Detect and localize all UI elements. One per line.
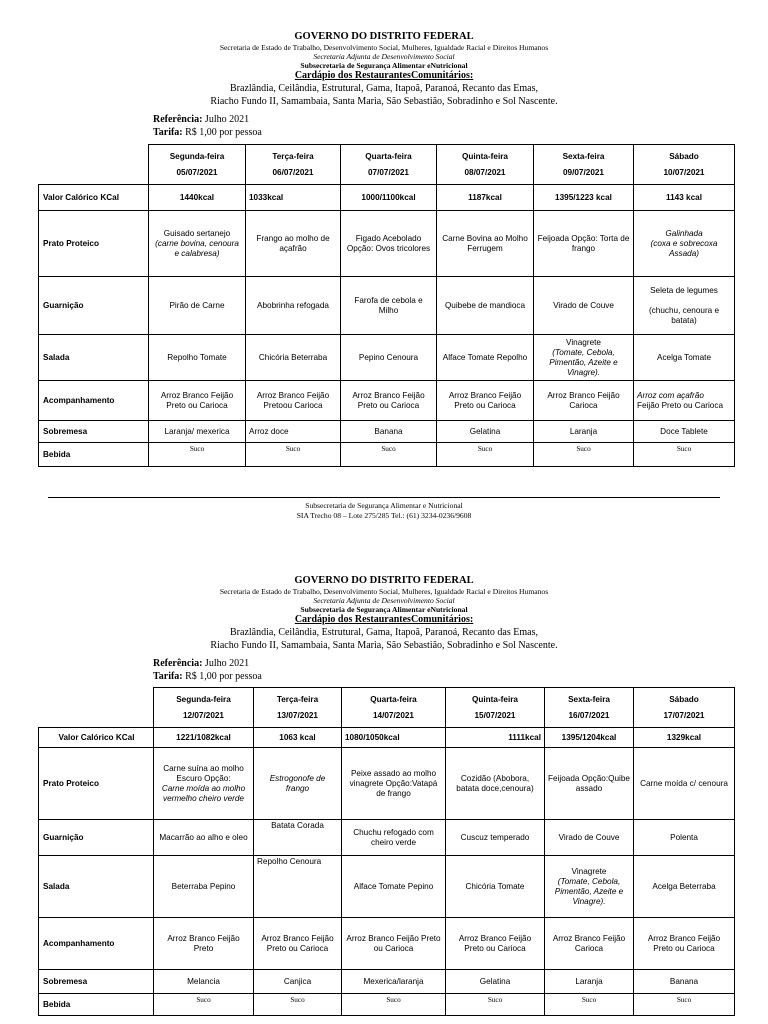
secretaria-line: Secretaria de Estado de Trabalho, Desenvolvimento Social, Mulheres, Igualdade Racial e Direitos Humanos <box>219 43 549 52</box>
guarnicao-cell: Quibebe de mandioca <box>437 277 534 335</box>
gov-title: GOVERNO DO DISTRITO FEDERAL <box>294 575 474 586</box>
kcal-cell: 1187kcal <box>437 185 534 211</box>
kcal-cell: 1063 kcal <box>254 728 342 748</box>
bebida-cell: Suco <box>634 994 735 1016</box>
menu-table-week1 <box>38 144 735 467</box>
guarnicao-cell: Virado de Couve <box>545 820 634 856</box>
day-header-sat: Sábado 17/07/2021 <box>634 688 735 728</box>
guarnicao-cell: Cuscuz temperado <box>446 820 545 856</box>
prato-cell: Frango ao molho de açafrão <box>246 211 341 277</box>
tarifa-label: Tarifa: <box>153 671 183 682</box>
row-label-guarnicao: Guarnição <box>39 277 149 335</box>
sobremesa-cell: Laranja/ mexerica <box>149 421 246 443</box>
kcal-cell: 1329kcal <box>634 728 735 748</box>
salada-cell: Pepino Cenoura <box>341 335 437 381</box>
footer <box>0 501 768 521</box>
row-label-acomp: Acompanhamento <box>39 918 154 970</box>
bebida-cell: Suco <box>534 443 634 467</box>
table-row <box>39 748 735 820</box>
table-row <box>39 381 735 421</box>
table-row <box>39 820 735 856</box>
sobremesa-cell: Melancia <box>154 970 254 994</box>
prato-cell: Carne Bovina ao Molho Ferrugem <box>437 211 534 277</box>
acomp-cell: Arroz Branco Feijão Preto ou Carioca <box>342 918 446 970</box>
acomp-cell: Arroz Branco Feijão Preto ou Carioca <box>634 918 735 970</box>
sobremesa-cell: Laranja <box>534 421 634 443</box>
acomp-cell: Arroz Branco Feijão Preto ou Carioca <box>446 918 545 970</box>
tarifa-week2 <box>153 671 262 683</box>
tarifa-value: R$ 1,00 por pessoa <box>182 127 262 138</box>
salada-cell: Beterraba Pepino <box>154 856 254 918</box>
cities-line-2: Riacho Fundo II, Samambaia, Santa Maria, São Sebastião, Sobradinho e Sol Nascente. <box>210 640 558 651</box>
prato-cell: Galinhada (coxa e sobrecoxa Assada) <box>634 211 735 277</box>
menu-header-week1 <box>0 31 768 108</box>
cities-line-1: Brazlândia, Ceilândia, Estrutural, Gama, Itapoã, Paranoá, Recanto das Emas, <box>230 83 538 94</box>
footer-line-2: SIA Trecho 08 – Lote 275/285 Tel.: (61) 3234-0236/9608 <box>296 511 472 520</box>
row-label-salada: Salada <box>39 335 149 381</box>
day-header-mon: Segunda-feira 12/07/2021 <box>154 688 254 728</box>
guarnicao-cell: Polenta <box>634 820 735 856</box>
table-row <box>39 970 735 994</box>
guarnicao-cell: Virado de Couve <box>534 277 634 335</box>
referencia-week2 <box>153 658 249 670</box>
acomp-cell: Arroz Branco Feijão Preto <box>154 918 254 970</box>
guarnicao-cell: Abobrinha refogada <box>246 277 341 335</box>
kcal-cell: 1033kcal <box>246 185 341 211</box>
acomp-cell: Arroz Branco Feijão Preto ou Carioca <box>437 381 534 421</box>
kcal-cell: 1395/1223 kcal <box>534 185 634 211</box>
secretaria-line: Secretaria de Estado de Trabalho, Desenvolvimento Social, Mulheres, Igualdade Racial e Direitos Humanos <box>219 587 549 596</box>
prato-cell: Feijoada Opção: Torta de frango <box>534 211 634 277</box>
subsecretaria-line: Subsecretaria de Segurança Alimentar eNutricional <box>300 605 468 614</box>
cardapio-title: Cardápio dos RestaurantesComunitários: <box>294 70 474 81</box>
guarnicao-cell: Chuchu refogado com cheiro verde <box>342 820 446 856</box>
day-header-thu: Quinta-feira 15/07/2021 <box>446 688 545 728</box>
table-row <box>39 443 735 467</box>
row-label-prato: Prato Proteico <box>39 748 154 820</box>
prato-cell: Estrogonofe de frango <box>254 748 342 820</box>
bebida-cell: Suco <box>254 994 342 1016</box>
row-label-prato: Prato Proteico <box>39 211 149 277</box>
referencia-week1 <box>153 114 249 126</box>
prato-cell: Carne suína ao molho Escuro Opção: Carne moída ao molho vermelho cheiro verde <box>154 748 254 820</box>
tarifa-value: R$ 1,00 por pessoa <box>182 671 262 682</box>
table-row <box>39 856 735 918</box>
prato-cell: Feijoada Opção:Quibe assado <box>545 748 634 820</box>
tarifa-label: Tarifa: <box>153 127 183 138</box>
bebida-cell: Suco <box>149 443 246 467</box>
table-row <box>39 185 735 211</box>
guarnicao-cell: Batata Corada <box>254 820 342 856</box>
menu-table-week2 <box>38 687 735 1016</box>
bebida-cell: Suco <box>341 443 437 467</box>
salada-cell: Chicória Tomate <box>446 856 545 918</box>
kcal-cell: 1440kcal <box>149 185 246 211</box>
referencia-label: Referência: <box>153 114 203 125</box>
kcal-cell: 1221/1082kcal <box>154 728 254 748</box>
sobremesa-cell: Laranja <box>545 970 634 994</box>
bebida-cell: Suco <box>342 994 446 1016</box>
salada-cell: Vinagrete (Tomate, Cebola, Pimentão, Azeite e Vinagre). <box>545 856 634 918</box>
table-row <box>39 277 735 335</box>
bebida-cell: Suco <box>545 994 634 1016</box>
day-header-wed: Quarta-feira 07/07/2021 <box>341 145 437 185</box>
acomp-cell: Arroz Branco Feijão Carioca <box>534 381 634 421</box>
day-header-wed: Quarta-feira 14/07/2021 <box>342 688 446 728</box>
row-label-bebida: Bebida <box>39 443 149 467</box>
table-row <box>39 994 735 1016</box>
salada-cell: Alface Tomate Repolho <box>437 335 534 381</box>
sobremesa-cell: Gelatina <box>446 970 545 994</box>
sobremesa-cell: Mexerica/laranja <box>342 970 446 994</box>
salada-cell: Alface Tomate Pepino <box>342 856 446 918</box>
guarnicao-cell: Macarrão ao alho e oleo <box>154 820 254 856</box>
day-header-tue: Terça-feira 13/07/2021 <box>254 688 342 728</box>
table-row <box>39 335 735 381</box>
guarnicao-cell: Pirão de Carne <box>149 277 246 335</box>
kcal-cell: 1000/1100kcal <box>341 185 437 211</box>
prato-cell: Figado Acebolado Opção: Ovos tricolores <box>341 211 437 277</box>
subsecretaria-line: Subsecretaria de Segurança Alimentar eNutricional <box>300 61 468 70</box>
cities-line-2: Riacho Fundo II, Samambaia, Santa Maria, São Sebastião, Sobradinho e Sol Nascente. <box>210 96 558 107</box>
salada-cell: Acelga Beterraba <box>634 856 735 918</box>
adjunta-line: Secretaria Adjunta de Desenvolvimento Social <box>313 596 455 605</box>
salada-cell: Repolho Tomate <box>149 335 246 381</box>
salada-cell: Vinagrete (Tomate, Cebola, Pimentão, Azeite e Vinagre). <box>534 335 634 381</box>
kcal-cell: 1080/1050kcal <box>342 728 446 748</box>
referencia-value: Julho 2021 <box>202 658 250 669</box>
acomp-cell: Arroz Branco Feijão Pretoou Carioca <box>246 381 341 421</box>
row-label-acomp: Acompanhamento <box>39 381 149 421</box>
salada-cell: Repolho Cenoura <box>254 856 342 918</box>
table-row <box>39 145 735 185</box>
acomp-cell: Arroz Branco Feijão Carioca <box>545 918 634 970</box>
bebida-cell: Suco <box>437 443 534 467</box>
salada-cell: Chicória Beterraba <box>246 335 341 381</box>
table-row <box>39 421 735 443</box>
bebida-cell: Suco <box>446 994 545 1016</box>
day-header-tue: Terça-feira 06/07/2021 <box>246 145 341 185</box>
sobremesa-cell: Arroz doce <box>246 421 341 443</box>
acomp-cell: Arroz Branco Feijão Preto ou Carioca <box>254 918 342 970</box>
guarnicao-cell: Farofa de cebola e Milho <box>341 277 437 335</box>
guarnicao-cell: Seleta de legumes (chuchu, cenoura e batata) <box>634 277 735 335</box>
row-label-guarnicao: Guarnição <box>39 820 154 856</box>
row-label-sobremesa: Sobremesa <box>39 970 154 994</box>
row-label-valor: Valor Calórico KCal <box>39 728 154 748</box>
kcal-cell: 1143 kcal <box>634 185 735 211</box>
referencia-value: Julho 2021 <box>202 114 250 125</box>
day-header-fri: Sexta-feira 16/07/2021 <box>545 688 634 728</box>
prato-cell: Cozidão (Abobora, batata doce,cenoura) <box>446 748 545 820</box>
row-label-sobremesa: Sobremesa <box>39 421 149 443</box>
table-row <box>39 918 735 970</box>
acomp-cell: Arroz com açafrão Feijão Preto ou Carioca <box>634 381 735 421</box>
sobremesa-cell: Banana <box>341 421 437 443</box>
prato-cell: Peixe assado ao molho vinagrete Opção:Vatapá de frango <box>342 748 446 820</box>
bebida-cell: Suco <box>634 443 735 467</box>
tarifa-week1 <box>153 127 262 139</box>
footer-divider <box>48 497 720 498</box>
row-label-valor: Valor Calórico KCal <box>39 185 149 211</box>
bebida-cell: Suco <box>246 443 341 467</box>
table-row <box>39 728 735 748</box>
referencia-label: Referência: <box>153 658 203 669</box>
day-header-mon: Segunda-feira 05/07/2021 <box>149 145 246 185</box>
adjunta-line: Secretaria Adjunta de Desenvolvimento Social <box>313 52 455 61</box>
day-header-sat: Sábado 10/07/2021 <box>634 145 735 185</box>
day-header-thu: Quinta-feira 08/07/2021 <box>437 145 534 185</box>
row-label-bebida: Bebida <box>39 994 154 1016</box>
day-header-fri: Sexta-feira 09/07/2021 <box>534 145 634 185</box>
cities-line-1: Brazlândia, Ceilândia, Estrutural, Gama, Itapoã, Paranoá, Recanto das Emas, <box>230 627 538 638</box>
footer-line-1: Subsecretaria de Segurança Alimentar e Nutricional <box>305 501 463 510</box>
sobremesa-cell: Canjica <box>254 970 342 994</box>
acomp-cell: Arroz Branco Feijão Preto ou Carioca <box>149 381 246 421</box>
acomp-cell: Arroz Branco Feijão Preto ou Carioca <box>341 381 437 421</box>
kcal-cell: 1111kcal <box>446 728 545 748</box>
menu-header-week2 <box>0 575 768 652</box>
sobremesa-cell: Banana <box>634 970 735 994</box>
table-row <box>39 688 735 728</box>
prato-cell: Guisado sertanejo (carne bovina, cenoura e calabresa) <box>149 211 246 277</box>
sobremesa-cell: Gelatina <box>437 421 534 443</box>
cardapio-title: Cardápio dos RestaurantesComunitários: <box>294 614 474 625</box>
prato-cell: Carne moída c/ cenoura <box>634 748 735 820</box>
sobremesa-cell: Doce Tablete <box>634 421 735 443</box>
salada-cell: Acelga Tomate <box>634 335 735 381</box>
row-label-salada: Salada <box>39 856 154 918</box>
table-row <box>39 211 735 277</box>
kcal-cell: 1395/1204kcal <box>545 728 634 748</box>
bebida-cell: Suco <box>154 994 254 1016</box>
gov-title: GOVERNO DO DISTRITO FEDERAL <box>294 31 474 42</box>
